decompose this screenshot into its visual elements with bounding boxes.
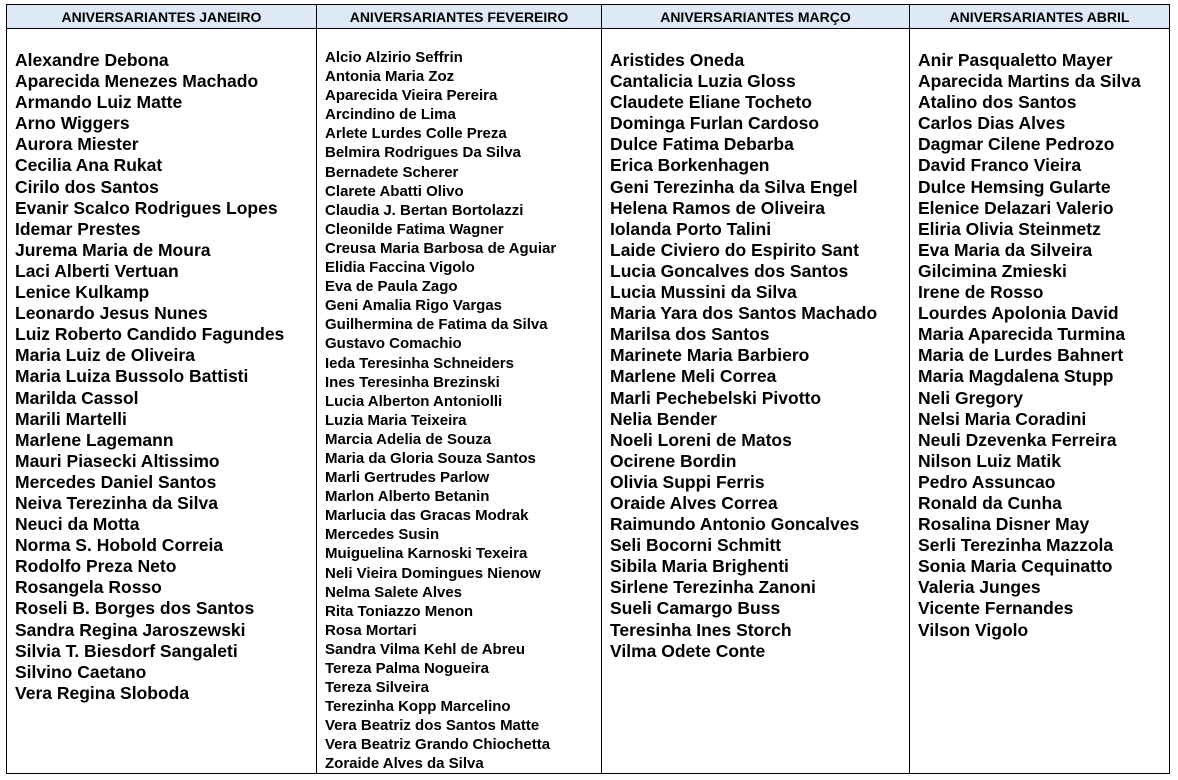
name-item: Eliria Olivia Steinmetz xyxy=(918,218,1101,239)
name-item: Nilson Luiz Matik xyxy=(918,450,1061,471)
name-item: Rita Toniazzo Menon xyxy=(325,602,474,620)
name-item: Guilhermina de Fatima da Silva xyxy=(325,316,548,334)
name-item: Arlete Lurdes Colle Preza xyxy=(325,125,507,143)
name-item: Dagmar Cilene Pedrozo xyxy=(918,134,1115,155)
name-item: Carlos Dias Alves xyxy=(918,113,1066,134)
name-item: Silvino Caetano xyxy=(15,661,147,682)
name-item: Marilda Cassol xyxy=(15,387,139,408)
name-item: Zoraide Alves da Silva xyxy=(325,755,484,773)
column-abril xyxy=(909,5,1169,773)
name-item: Gustavo Comachio xyxy=(325,335,462,353)
name-item: Maria Luiz de Oliveira xyxy=(15,345,195,366)
name-item: Marcia Adelia de Souza xyxy=(325,430,492,448)
name-item: Geni Terezinha da Silva Engel xyxy=(610,176,858,197)
name-item: Cirilo dos Santos xyxy=(15,176,159,197)
name-item: Vilma Odete Conte xyxy=(610,640,766,661)
name-item: Norma S. Hobold Correia xyxy=(15,535,224,556)
name-item: Sandra Vilma Kehl de Abreu xyxy=(325,640,526,658)
name-item: Neuci da Motta xyxy=(15,514,140,535)
name-item: Ines Teresinha Brezinski xyxy=(325,373,500,391)
name-item: Vera Regina Sloboda xyxy=(15,682,190,703)
name-item: Neuli Dzevenka Ferreira xyxy=(918,429,1117,450)
name-item: Cecilia Ana Rukat xyxy=(15,155,163,176)
name-item: Cleonilde Fatima Wagner xyxy=(325,220,504,238)
column-header-marco: ANIVERSARIANTES MARÇO xyxy=(602,5,909,29)
column-janeiro xyxy=(7,5,316,773)
name-item: Marilsa dos Santos xyxy=(610,324,770,345)
name-item: Alexandre Debona xyxy=(15,50,169,70)
name-item: Ronald da Cunha xyxy=(918,492,1062,513)
name-item: Cantalicia Luzia Gloss xyxy=(610,71,796,92)
name-item: Lenice Kulkamp xyxy=(15,282,150,303)
name-item: Mercedes Susin xyxy=(325,526,440,544)
name-item: Lucia Mussini da Silva xyxy=(610,282,797,303)
name-item: Eva de Paula Zago xyxy=(325,278,458,296)
name-item: Nelma Salete Alves xyxy=(325,583,463,601)
name-item: Rosangela Rosso xyxy=(15,577,162,598)
name-item: Aparecida Menezes Machado xyxy=(15,71,259,92)
name-item: Roseli B. Borges dos Santos xyxy=(15,598,255,619)
name-item: Elenice Delazari Valerio xyxy=(918,197,1114,218)
name-item: Marinete Maria Barbiero xyxy=(610,345,810,366)
name-item: Jurema Maria de Moura xyxy=(15,239,211,260)
name-item: Nelia Bender xyxy=(610,408,717,429)
name-item: Laci Alberti Vertuan xyxy=(15,260,179,281)
name-item: Maria Yara dos Santos Machado xyxy=(610,303,878,324)
name-item: Arno Wiggers xyxy=(15,113,130,134)
name-item: Neli Vieira Domingues Nienow xyxy=(325,564,541,582)
name-item: Evanir Scalco Rodrigues Lopes xyxy=(15,197,278,218)
name-item: Vicente Fernandes xyxy=(918,598,1074,619)
name-item: Luzia Maria Teixeira xyxy=(325,411,467,429)
name-item: Rosa Mortari xyxy=(325,621,417,639)
name-item: Geni Amalia Rigo Vargas xyxy=(325,297,503,315)
name-item: Antonia Maria Zoz xyxy=(325,68,455,86)
name-item: Vilson Vigolo xyxy=(918,619,1029,640)
name-item: Ocirene Bordin xyxy=(610,450,737,471)
name-item: Marli Gertrudes Parlow xyxy=(325,469,490,487)
name-list-fevereiro xyxy=(325,48,556,774)
name-item: Vera Beatriz dos Santos Matte xyxy=(325,717,540,735)
name-item: Maria Magdalena Stupp xyxy=(918,366,1114,387)
name-list-marco xyxy=(610,50,877,662)
name-item: Claudia J. Bertan Bortolazzi xyxy=(325,201,524,219)
name-item: Marili Martelli xyxy=(15,408,127,429)
name-item: Tereza Silveira xyxy=(325,679,429,697)
name-item: Mercedes Daniel Santos xyxy=(15,471,217,492)
name-item: Eva Maria da Silveira xyxy=(918,239,1093,260)
name-item: Maria Luiza Bussolo Battisti xyxy=(15,366,249,387)
name-item: Lucia Goncalves dos Santos xyxy=(610,260,849,281)
name-item: Dominga Furlan Cardoso xyxy=(610,113,820,134)
name-item: Sibila Maria Brighenti xyxy=(610,556,789,577)
name-item: Laide Civiero do Espirito Sant xyxy=(610,239,859,260)
column-header-janeiro: ANIVERSARIANTES JANEIRO xyxy=(7,5,316,29)
name-item: Elidia Faccina Vigolo xyxy=(325,259,475,277)
name-item: Oraide Alves Correa xyxy=(610,492,778,513)
name-item: Armando Luiz Matte xyxy=(15,92,183,113)
name-item: Marlucia das Gracas Modrak xyxy=(325,507,529,525)
name-item: Nelsi Maria Coradini xyxy=(918,408,1087,429)
name-item: Belmira Rodrigues Da Silva xyxy=(325,144,521,162)
name-item: Vera Beatriz Grando Chiochetta xyxy=(325,736,551,754)
column-header-abril: ANIVERSARIANTES ABRIL xyxy=(910,5,1169,29)
name-item: Silvia T. Biesdorf Sangaleti xyxy=(15,640,238,661)
name-item: Tereza Palma Nogueira xyxy=(325,660,489,677)
name-item: Atalino dos Santos xyxy=(918,92,1077,113)
column-marco xyxy=(601,5,909,773)
name-item: Rodolfo Preza Neto xyxy=(15,556,177,577)
name-item: Marlon Alberto Betanin xyxy=(325,488,490,506)
column-header-fevereiro: ANIVERSARIANTES FEVEREIRO xyxy=(317,5,601,29)
name-item: Creusa Maria Barbosa de Aguiar xyxy=(325,239,557,257)
name-item: Muiguelina Karnoski Texeira xyxy=(325,545,528,563)
name-item: Seli Bocorni Schmitt xyxy=(610,535,782,556)
name-item: David Franco Vieira xyxy=(918,155,1082,176)
name-item: Claudete Eliane Tocheto xyxy=(610,92,812,113)
name-list-janeiro xyxy=(15,50,284,704)
name-item: Idemar Prestes xyxy=(15,218,141,239)
name-item: Olivia Suppi Ferris xyxy=(610,471,765,492)
name-item: Dulce Hemsing Gularte xyxy=(918,176,1111,197)
name-item: Dulce Fatima Debarba xyxy=(610,134,794,155)
name-item: Marlene Lagemann xyxy=(15,429,174,450)
name-item: Marli Pechebelski Pivotto xyxy=(610,387,822,408)
name-item: Mauri Piasecki Altissimo xyxy=(15,450,220,471)
name-item: Valeria Junges xyxy=(918,577,1041,598)
column-fevereiro xyxy=(316,5,601,773)
name-item: Sonia Maria Cequinatto xyxy=(918,556,1113,577)
name-item: Iolanda Porto Talini xyxy=(610,218,772,239)
name-item: Teresinha Ines Storch xyxy=(610,619,792,640)
name-item: Maria da Gloria Souza Santos xyxy=(325,449,536,467)
name-item: Aparecida Vieira Pereira xyxy=(325,87,498,105)
name-item: Lucia Alberton Antoniolli xyxy=(325,392,503,410)
name-item: Serli Terezinha Mazzola xyxy=(918,535,1114,556)
name-item: Noeli Loreni de Matos xyxy=(610,429,792,450)
name-item: Ieda Teresinha Schneiders xyxy=(325,354,514,372)
name-item: Helena Ramos de Oliveira xyxy=(610,197,825,218)
name-item: Irene de Rosso xyxy=(918,282,1044,303)
name-item: Marlene Meli Correa xyxy=(610,366,777,387)
name-item: Rosalina Disner May xyxy=(918,514,1090,535)
name-item: Aristides Oneda xyxy=(610,50,745,70)
name-item: Erica Borkenhagen xyxy=(610,155,770,176)
name-item: Bernadete Scherer xyxy=(325,163,459,181)
name-item: Neli Gregory xyxy=(918,387,1024,408)
name-item: Luiz Roberto Candido Fagundes xyxy=(15,324,285,345)
name-item: Raimundo Antonio Goncalves xyxy=(610,514,860,535)
name-item: Leonardo Jesus Nunes xyxy=(15,303,208,324)
name-item: Lourdes Apolonia David xyxy=(918,303,1119,324)
name-item: Gilcimina Zmieski xyxy=(918,260,1067,281)
name-item: Sandra Regina Jaroszewski xyxy=(15,619,246,640)
name-list-abril xyxy=(918,50,1141,641)
name-item: Pedro Assuncao xyxy=(918,471,1056,492)
name-item: Sirlene Terezinha Zanoni xyxy=(610,577,816,598)
name-item: Arcindino de Lima xyxy=(325,106,456,124)
name-item: Maria de Lurdes Bahnert xyxy=(918,345,1124,366)
name-item: Anir Pasqualetto Mayer xyxy=(918,50,1113,70)
name-item: Neiva Terezinha da Silva xyxy=(15,492,218,513)
name-item: Terezinha Kopp Marcelino xyxy=(325,698,511,716)
birthday-table xyxy=(6,4,1170,774)
name-item: Alcio Alzirio Seffrin xyxy=(325,49,463,66)
name-item: Sueli Camargo Buss xyxy=(610,598,781,619)
name-item: Aurora Miester xyxy=(15,134,139,155)
name-item: Maria Aparecida Turmina xyxy=(918,324,1126,345)
name-item: Clarete Abatti Olivo xyxy=(325,182,464,200)
name-item: Aparecida Martins da Silva xyxy=(918,71,1141,92)
